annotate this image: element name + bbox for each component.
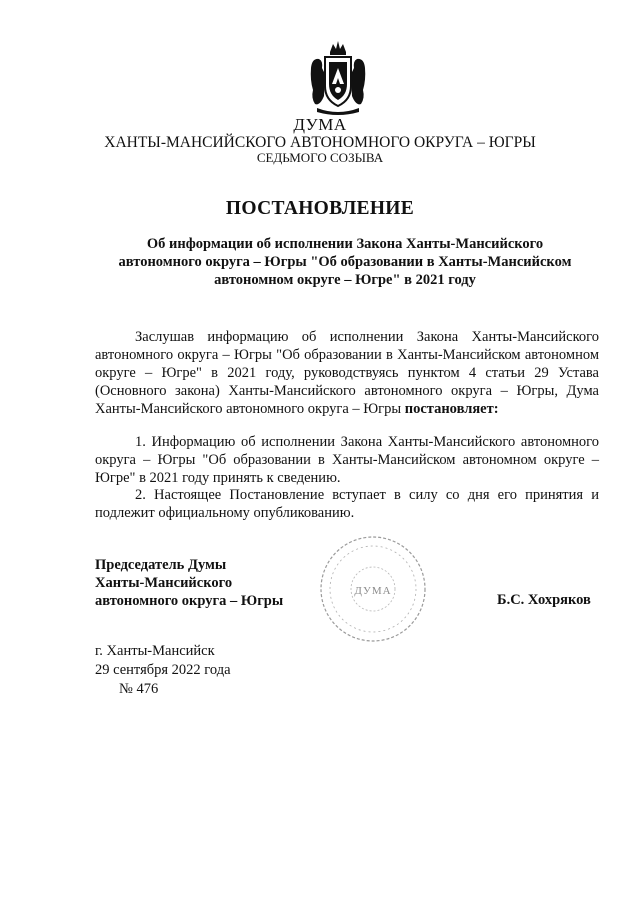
resolution-item-2: 2. Настоящее Постановление вступает в силу со дня его принятия и подлежит официальному опубликованию. — [95, 487, 599, 521]
signer-title — [95, 556, 283, 610]
resolution-item-1: 1. Информацию об исполнении Закона Ханты-Мансийского автономного округа – Югры "Об образовании в Ханты-Мансийском автономном округе – Югре" в 2021 году принять к сведению. — [95, 434, 599, 486]
document-date: 29 сентября 2022 года — [95, 662, 231, 678]
city: г. Ханты-Мансийск — [95, 643, 215, 659]
seal-text: ДУМА — [354, 585, 392, 597]
convocation: СЕДЬМОГО СОЗЫВА — [256, 150, 384, 165]
preamble-text: Заслушав информацию об исполнении Закона Ханты-Мансийского автономного округа – Югры "Об образовании в Ханты-Мансийском автономном округе – Югре" в 2021 году, руководствуясь пунктом 4 статьи 29 Устава (Основного закона) Ханты-Мансийского автономного округа – Югры, Дума Ханты-Мансийского автономного округа – Югры — [95, 329, 599, 417]
preamble-paragraph — [95, 328, 599, 418]
document-number: № 476 — [119, 681, 159, 697]
signer-title-line-3: автономного округа – Югры — [95, 593, 284, 609]
document-type: ПОСТАНОВЛЕНИЕ — [225, 198, 415, 219]
round-seal-stamp-icon — [313, 531, 433, 647]
org-name: ДУМА — [293, 115, 347, 134]
signer-title-line-2: Ханты-Мансийского — [95, 575, 233, 591]
signer-title-line-1: Председатель Думы — [95, 557, 227, 573]
resolves-word: постановляет: — [404, 401, 499, 417]
coat-of-arms-icon — [309, 38, 367, 118]
region-name: ХАНТЫ-МАНСИЙСКОГО АВТОНОМНОГО ОКРУГА – ЮГРЫ — [104, 134, 536, 151]
document-subject: Об информации об исполнении Закона Ханты-Мансийского автономного округа – Югры "Об образовании в Ханты-Мансийском автономном округе – Югре" в 2021 году — [118, 236, 572, 288]
signer-name: Б.С. Хохряков — [497, 592, 591, 608]
